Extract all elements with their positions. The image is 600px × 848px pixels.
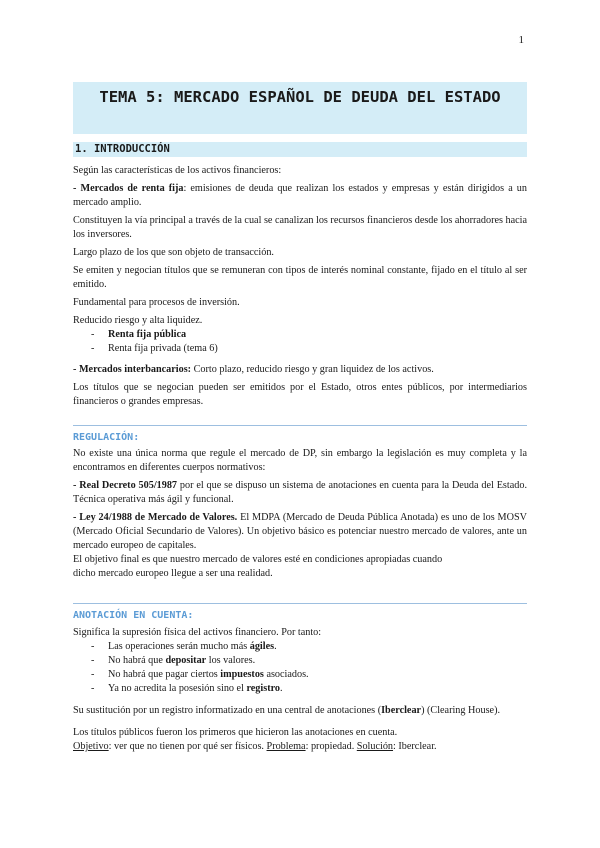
supresion-paragraph: Significa la supresión física del activos financiero. Por tanto: xyxy=(73,627,322,638)
list-item: - No habrá que depositar los valores. xyxy=(91,655,256,666)
introduccion-body xyxy=(73,164,527,409)
list-item-text: Ya no acredita la posesión sino el xyxy=(108,683,247,694)
ley-paragraph xyxy=(73,511,527,553)
ley-label: - Ley 24/1988 de Mercado de Valores. xyxy=(73,512,238,523)
page-number: 1 xyxy=(518,34,524,46)
problema-label: Problema xyxy=(266,741,306,752)
real-decreto-text: por el que se dispuso un sistema de anotaciones en cuenta para la Deuda del Estado. Técnica operativa más ágil y funcional. xyxy=(73,480,527,505)
solucion-label: Solución xyxy=(356,741,394,752)
interbancarios-label: - Mercados interbancarios: xyxy=(73,364,192,375)
intro-text: Según las características de los activos financieros: xyxy=(73,165,282,176)
page-title: TEMA 5: MERCADO ESPAÑOL DE DEUDA DEL ESTADO xyxy=(73,82,527,134)
fundamental-paragraph: Fundamental para procesos de inversión. xyxy=(73,297,240,308)
list-item-text: los valores. xyxy=(206,655,256,666)
constituyen-paragraph: Constituyen la vía principal a través de la cual se canalizan los recursos financieros desde los ahorradores hacia los inversores. xyxy=(73,215,528,240)
list-item-text: . xyxy=(274,641,277,652)
regulacion-paragraph: No existe una única norma que regule el mercado de DP, sin embargo la legislación es muy completa y la encontramos en diferentes cuerpos normativos: xyxy=(73,448,527,473)
list-item-text: . xyxy=(280,683,283,694)
anotacion-body xyxy=(73,626,527,754)
sustitucion-paragraph xyxy=(73,704,527,718)
emiten-paragraph: Se emiten y negocian títulos que se remuneran con tipos de interés nominal constante, fijado en el título al ser emitido. xyxy=(73,265,527,290)
ley-text: El MDPA (Mercado de Deuda Pública Anotada) es uno de los MOSV (Mercado Oficial Secundario de Valores). Un objetivo básico es potenciar nuestro mercado de valores, ante un mercado europeo de capitales. xyxy=(73,512,528,551)
objetivo-final-line-2: dicho mercado europeo llegue a ser una realidad. xyxy=(73,568,273,579)
list-item-text: Las operaciones serán mucho más xyxy=(108,641,250,652)
list-item-text: No habrá que pagar ciertos xyxy=(108,669,221,680)
solucion-text: : Iberclear. xyxy=(393,741,437,752)
renta-fija-paragraph xyxy=(73,182,527,210)
list-item-text: No habrá que xyxy=(108,655,166,666)
objetivo-text: : ver que no tienen por qué ser físicos. xyxy=(108,741,267,752)
list-item: - Ya no acredita la posesión sino el registro. xyxy=(91,683,283,694)
iberclear-label: Iberclear xyxy=(381,705,422,716)
list-item: - Las operaciones serán mucho más ágiles. xyxy=(91,641,277,652)
interbancarios-text: Corto plazo, reducido riesgo y gran liquidez de los activos. xyxy=(191,364,434,375)
list-item-text: Renta fija pública xyxy=(108,329,187,340)
section-heading-introduccion: 1. INTRODUCCIÓN xyxy=(73,142,527,157)
regulacion-body xyxy=(73,447,527,581)
list-item-bold: ágiles xyxy=(249,641,275,652)
objetivo-final-line: El objetivo final es que nuestro mercado de valores esté en condiciones apropiadas cuando xyxy=(73,554,443,565)
problema-text: : propiedad. xyxy=(305,741,357,752)
list-item: - Renta fija privada (tema 6) xyxy=(91,343,218,354)
list-item-bold: registro xyxy=(246,683,281,694)
titulos-publicos-paragraph: Los títulos públicos fueron los primeros que hicieron las anotaciones en cuenta. xyxy=(73,727,398,738)
list-item: - Renta fija pública xyxy=(91,329,187,340)
section-heading-anotacion: ANOTACIÓN EN CUENTA: xyxy=(73,603,527,622)
list-item-text: Renta fija privada (tema 6) xyxy=(108,343,218,354)
list-item-bold: impuestos xyxy=(220,669,264,680)
renta-fija-label: - Mercados de renta fija xyxy=(73,183,184,194)
list-item-text: asociados. xyxy=(263,669,309,680)
objetivo-label: Objetivo xyxy=(73,741,109,752)
sustitucion-text: Su sustitución por un registro informatizado en una central de anotaciones ( xyxy=(73,705,382,716)
real-decreto-paragraph xyxy=(73,479,527,507)
renta-fija-text: : emisiones de deuda que realizan los estados y empresas y están dirigidos a un mercado amplio. xyxy=(73,183,527,208)
sustitucion-text-end: ) (Clearing House). xyxy=(421,705,501,716)
list-item: - No habrá que pagar ciertos impuestos asociados. xyxy=(91,669,309,680)
reducido-paragraph: Reducido riesgo y alta liquidez. xyxy=(73,315,203,326)
real-decreto-label: - Real Decreto 505/1987 xyxy=(73,480,178,491)
list-item-bold: depositar xyxy=(165,655,207,666)
objetivo-line xyxy=(73,740,527,754)
titulos-paragraph: Los títulos que se negocian pueden ser emitidos por el Estado, otros entes públicos, por intermediarios financieros o grandes empresas. xyxy=(73,382,527,407)
section-heading-regulacion: REGULACIÓN: xyxy=(73,425,527,444)
interbancarios-paragraph xyxy=(73,363,527,377)
largo-plazo-paragraph: Largo plazo de los que son objeto de transacción. xyxy=(73,247,274,258)
